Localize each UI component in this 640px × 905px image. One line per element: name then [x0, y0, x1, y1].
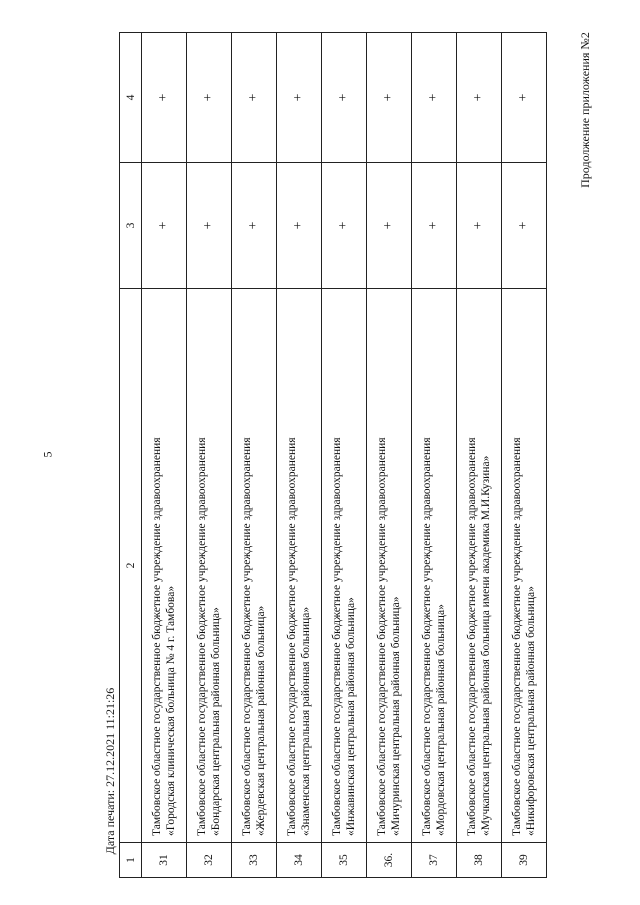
col-4-mark: + — [367, 33, 412, 163]
institution-name — [277, 289, 322, 843]
table-body — [142, 33, 547, 878]
table-row — [322, 33, 367, 878]
hospital-table — [119, 32, 547, 878]
institution-line-1: Тамбовское областное государственное бюджетное учреждение здравоохранения — [376, 437, 388, 836]
hospital-table-wrapper — [119, 33, 546, 878]
institution-line-1: Тамбовское областное государственное бюджетное учреждение здравоохранения — [331, 437, 343, 836]
table-row — [367, 33, 412, 878]
institution-line-1: Тамбовское областное государственное бюджетное учреждение здравоохранения — [421, 437, 433, 836]
institution-line-2: «Знаменская центральная районная больница» — [300, 606, 312, 836]
row-number: 31 — [142, 843, 187, 878]
table-row — [187, 33, 232, 878]
col-3-mark: + — [187, 163, 232, 289]
header-col-2: 2 — [120, 289, 142, 843]
institution-line-1: Тамбовское областное государственное бюджетное учреждение здравоохранения — [241, 437, 253, 836]
institution-line-1: Тамбовское областное государственное бюджетное учреждение здравоохранения — [196, 437, 208, 836]
institution-name — [187, 289, 232, 843]
table-row — [412, 33, 457, 878]
col-4-mark: + — [457, 33, 502, 163]
institution-line-1: Тамбовское областное государственное бюджетное учреждение здравоохранения — [286, 437, 298, 836]
row-number: 35 — [322, 843, 367, 878]
institution-line-1: Тамбовское областное государственное бюджетное учреждение здравоохранения — [466, 437, 478, 836]
institution-name — [142, 289, 187, 843]
header-col-4: 4 — [120, 33, 142, 163]
row-number: 36. — [367, 843, 412, 878]
header-col-3: 3 — [120, 163, 142, 289]
institution-line-2: «Мичуринская центральная районная больница» — [390, 596, 402, 836]
row-number: 39 — [502, 843, 547, 878]
col-3-mark: + — [412, 163, 457, 289]
institution-name — [232, 289, 277, 843]
col-3-mark: + — [502, 163, 547, 289]
row-number: 37 — [412, 843, 457, 878]
institution-line-1: Тамбовское областное государственное бюджетное учреждение здравоохранения — [151, 437, 163, 836]
institution-name — [457, 289, 502, 843]
row-number: 34 — [277, 843, 322, 878]
row-number: 33 — [232, 843, 277, 878]
col-3-mark: + — [322, 163, 367, 289]
institution-line-2: «Мордовская центральная районная больница» — [435, 604, 447, 836]
institution-line-2: «Мучкапская центральная районная больница имени академика М.И.Кузина» — [480, 455, 492, 836]
col-4-mark: + — [502, 33, 547, 163]
appendix-caption: Продолжение приложения №2 — [578, 32, 592, 188]
institution-line-2: «Инжавинская центральная районная больница» — [345, 597, 357, 836]
print-date: Дата печати: 27.12.2021 11:21:26 — [103, 687, 117, 855]
institution-line-2: «Бондарская центральная районная больница» — [210, 607, 222, 836]
row-number: 32 — [187, 843, 232, 878]
institution-line-1: Тамбовское областное государственное бюджетное учреждение здравоохранения — [511, 437, 523, 836]
col-4-mark: + — [187, 33, 232, 163]
col-4-mark: + — [232, 33, 277, 163]
col-4-mark: + — [142, 33, 187, 163]
institution-line-2: «Городская клиническая больница № 4 г. Тамбова» — [165, 585, 177, 836]
table-header-row — [120, 33, 142, 878]
col-3-mark: + — [232, 163, 277, 289]
institution-name — [367, 289, 412, 843]
col-3-mark: + — [142, 163, 187, 289]
institution-line-2: «Никифоровская центральная районная больница» — [525, 586, 537, 836]
page-number: 5 — [40, 451, 55, 458]
institution-name — [322, 289, 367, 843]
institution-name — [502, 289, 547, 843]
institution-line-2: «Жердевская центральная районная больница» — [255, 605, 267, 836]
col-4-mark: + — [412, 33, 457, 163]
col-4-mark: + — [277, 33, 322, 163]
table-row — [277, 33, 322, 878]
table-row — [232, 33, 277, 878]
header-col-1: 1 — [120, 843, 142, 878]
table-row — [502, 33, 547, 878]
col-3-mark: + — [277, 163, 322, 289]
col-3-mark: + — [457, 163, 502, 289]
table-row — [457, 33, 502, 878]
table-row — [142, 33, 187, 878]
row-number: 38 — [457, 843, 502, 878]
institution-name — [412, 289, 457, 843]
col-3-mark: + — [367, 163, 412, 289]
col-4-mark: + — [322, 33, 367, 163]
